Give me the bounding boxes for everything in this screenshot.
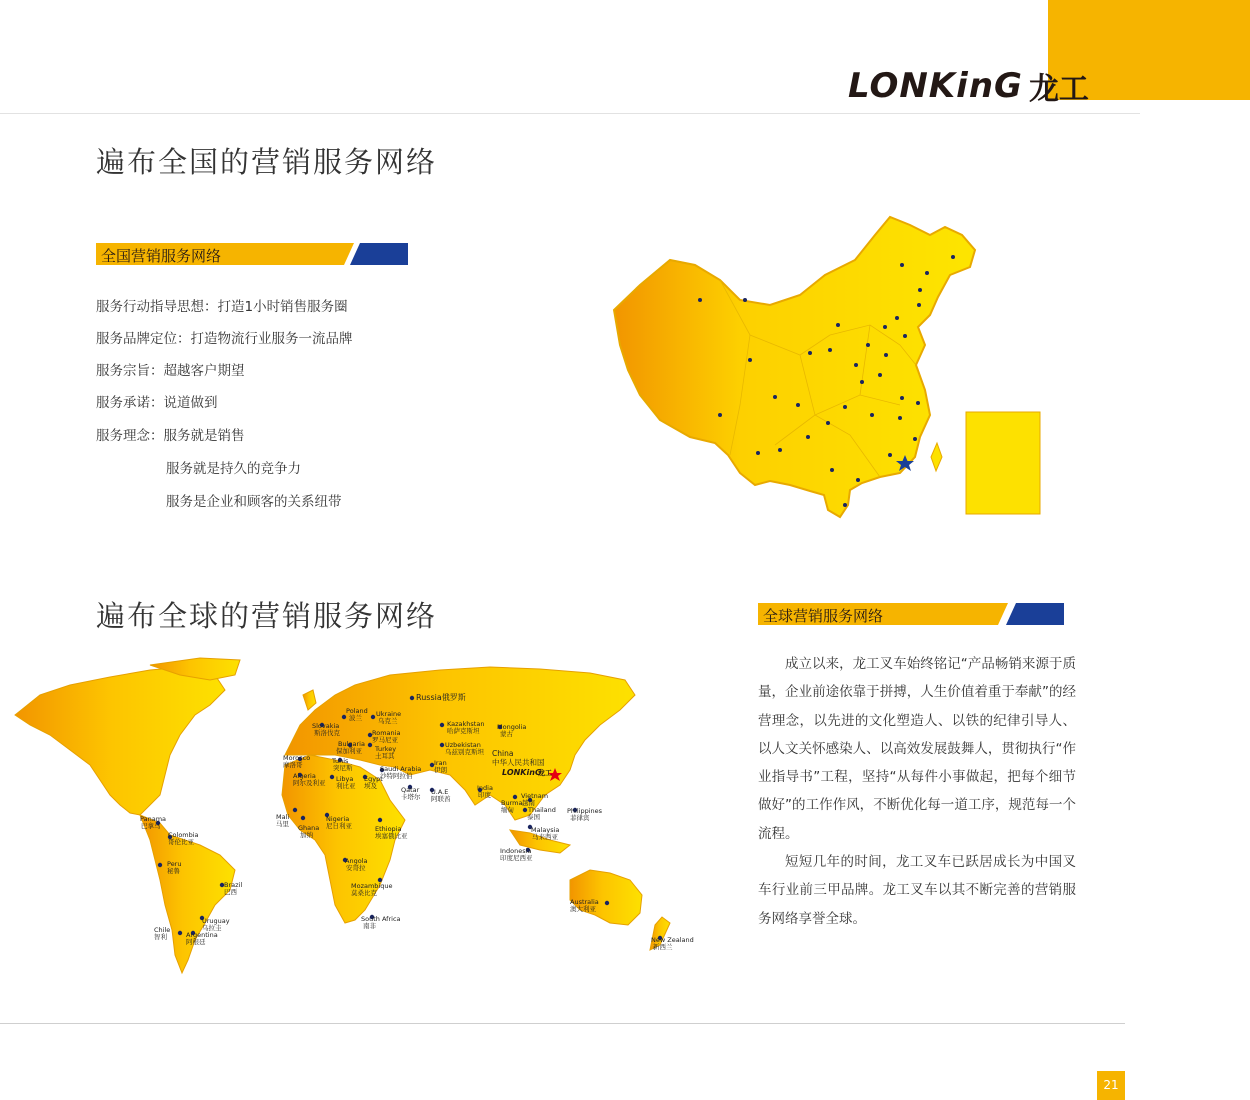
label-morocco-cn: 摩洛哥 <box>283 761 303 769</box>
label-malaysia-cn: 马来西亚 <box>532 833 558 841</box>
banner-global <box>758 603 1068 625</box>
north-america <box>15 667 225 815</box>
label-tunis: Tunis <box>332 757 349 765</box>
label-egypt-cn: 埃及 <box>364 782 377 790</box>
label-uruguay: Uruguay <box>202 917 230 925</box>
service-line: 服务是企业和顾客的关系纽带 <box>166 494 342 510</box>
label-ukraine: Ukraine <box>376 710 402 718</box>
label-morocco: Morocco <box>283 754 311 762</box>
label-uae-cn: 阿联酋 <box>431 795 451 803</box>
label-south-africa: South Africa <box>361 915 401 923</box>
label-uzbekistan: Uzbekistan <box>445 741 481 749</box>
taiwan <box>931 443 942 471</box>
label-ethiopia: Ethiopia <box>375 825 402 833</box>
label-vietnam: Vietnam <box>521 792 549 800</box>
label-egypt: Egypt <box>364 775 383 783</box>
label-china-cn: 中华人民共和国 <box>492 758 545 767</box>
label-vietnam-cn: 越南 <box>522 799 535 807</box>
label-poland-cn: 波兰 <box>349 714 362 722</box>
label-mongolia-cn: 蒙古 <box>500 730 513 738</box>
banner-national <box>96 243 412 265</box>
service-line: 服务承诺：说道做到 <box>96 395 218 411</box>
label-india-cn: 印度 <box>478 791 491 799</box>
label-iran: Iran <box>434 759 447 767</box>
label-turkey-cn: 土耳其 <box>375 752 395 760</box>
label-uzbekistan-cn: 乌兹别克斯坦 <box>445 748 484 756</box>
label-map-logo-cn: 龙工 <box>538 769 552 777</box>
label-peru-cn: 秘鲁 <box>167 867 180 875</box>
label-ukraine-cn: 乌克兰 <box>378 717 398 725</box>
label-india: India <box>477 784 493 792</box>
label-colombia-cn: 哥伦比亚 <box>168 838 194 846</box>
label-iran-cn: 伊朗 <box>434 766 447 774</box>
label-saudi: Saudi Arabia <box>380 765 422 773</box>
label-nigeria-cn: 尼日利亚 <box>326 822 352 830</box>
label-ghana: Ghana <box>298 824 320 832</box>
label-kazakhstan: Kazakhstan <box>447 720 485 728</box>
china-mainland <box>614 217 975 517</box>
label-colombia: Colombia <box>168 831 199 839</box>
section-title-national: 遍布全国的营销服务网络 <box>96 145 438 179</box>
label-brazil: Brazil <box>224 881 243 889</box>
label-argentina: Argentina <box>186 931 218 939</box>
logo-latin: LONKinG <box>848 66 1023 106</box>
label-ghana-cn: 加纳 <box>300 831 313 839</box>
section-title-global: 遍布全球的营销服务网络 <box>96 599 438 633</box>
service-line: 服务品牌定位：打造物流行业服务一流品牌 <box>96 331 353 347</box>
logo-chinese: 龙工 <box>1028 72 1089 107</box>
label-mongolia: Mongolia <box>497 723 527 731</box>
british-isles <box>303 690 316 710</box>
label-chile-cn: 智利 <box>154 933 167 941</box>
label-peru: Peru <box>167 860 182 868</box>
label-kazakhstan-cn: 哈萨克斯坦 <box>447 727 480 735</box>
label-burma-cn: 缅甸 <box>501 806 514 814</box>
label-thailand: Thailand <box>528 806 556 814</box>
label-poland: Poland <box>346 707 368 715</box>
label-thailand-cn: 泰国 <box>527 813 540 821</box>
label-uae: U.A.E <box>431 788 449 796</box>
label-slovakia: Slovakia <box>312 722 340 730</box>
label-australia-cn: 澳大利亚 <box>570 905 596 913</box>
china-map <box>600 205 1060 535</box>
label-ethiopia-cn: 埃塞俄比亚 <box>375 832 408 840</box>
label-algeria-cn: 阿尔及利亚 <box>293 779 326 787</box>
label-indonesia: Indonesia <box>500 847 532 855</box>
intro-paragraph: 短短几年的时间，龙工叉车已跃居成长为中国叉车行业前三甲品牌。龙工叉车以其不断完善的营销服务网络享誉全球。 <box>758 854 1076 927</box>
label-turkey: Turkey <box>375 745 397 753</box>
label-bulgaria-cn: 保加利亚 <box>336 747 362 755</box>
brand-logo <box>848 66 1089 106</box>
label-philippines: Philippines <box>567 807 603 815</box>
label-map-logo: LONKinG <box>502 768 542 777</box>
label-russia: Russia俄罗斯 <box>416 693 466 702</box>
label-brazil-cn: 巴西 <box>224 888 237 896</box>
label-libya-cn: 利比亚 <box>336 782 356 790</box>
label-qatar: Qatar <box>401 786 420 794</box>
label-burma: Burma <box>501 799 523 807</box>
label-panama-cn: 巴拿马 <box>141 822 161 830</box>
banner-blue-tab <box>1006 603 1064 625</box>
label-angola: Angola <box>345 857 368 865</box>
label-romania-cn: 罗马尼亚 <box>372 736 398 744</box>
label-indonesia-cn: 印度尼西亚 <box>500 854 533 862</box>
south-sea-inset <box>966 412 1040 514</box>
service-line: 服务宗旨：超越客户期望 <box>96 363 245 379</box>
intro-paragraphs <box>758 650 1076 933</box>
label-mali: Mali <box>276 813 290 821</box>
label-uruguay-cn: 乌拉圭 <box>202 924 222 932</box>
label-tunis-cn: 突尼斯 <box>333 764 353 772</box>
header-divider <box>0 113 1140 114</box>
label-new-zealand: New Zealand <box>651 936 694 944</box>
footer-divider <box>0 1023 1125 1024</box>
label-new-zealand-cn: 新西兰 <box>653 943 673 951</box>
service-line: 服务行动指导思想：打造1小时销售服务圈 <box>96 299 348 315</box>
label-australia: Australia <box>570 898 599 906</box>
label-malaysia: Malaysia <box>531 826 560 834</box>
label-argentina-cn: 阿根廷 <box>186 938 206 946</box>
label-philippines-cn: 菲律宾 <box>570 814 590 822</box>
label-mozambique-cn: 莫桑比克 <box>351 889 377 897</box>
banner-blue-tab <box>350 243 408 265</box>
label-mozambique: Mozambique <box>351 882 393 890</box>
label-nigeria: Nigeria <box>326 815 350 823</box>
label-mali-cn: 马里 <box>276 820 289 828</box>
label-south-africa-cn: 南非 <box>363 922 376 930</box>
banner-label: 全国营销服务网络 <box>101 247 222 265</box>
label-panama: Panama <box>140 815 167 823</box>
label-china: China <box>492 749 514 758</box>
label-romania: Romania <box>372 729 401 737</box>
label-angola-cn: 安哥拉 <box>346 864 366 872</box>
label-slovakia-cn: 斯洛伐克 <box>314 729 340 737</box>
service-line: 服务理念：服务就是销售 <box>96 428 245 444</box>
service-line: 服务就是持久的竞争力 <box>166 461 301 477</box>
world-map <box>10 655 710 980</box>
page-number: 21 <box>1097 1071 1125 1100</box>
label-bulgaria: Bulgaria <box>338 740 365 748</box>
label-algeria: Algeria <box>293 772 316 780</box>
banner-label: 全球营销服务网络 <box>763 607 884 625</box>
label-libya: Libya <box>336 775 354 783</box>
label-saudi-cn: 沙特阿拉伯 <box>380 772 413 780</box>
label-qatar-cn: 卡塔尔 <box>401 793 421 801</box>
label-chile: Chile <box>154 926 171 934</box>
intro-paragraph: 成立以来，龙工叉车始终铭记“产品畅销来源于质量，企业前途依靠于拼搏，人生价值着重于奉献”的经营理念，以先进的文化塑造人、以铁的纪律引导人、以人文关怀感染人、以高效发展鼓舞人，贯彻执行“作业指导书”工程，坚持“从每件小事做起，把每个细节做好”的工作作风，不断优化每一道工序，规范每一个流程。 <box>758 656 1076 842</box>
